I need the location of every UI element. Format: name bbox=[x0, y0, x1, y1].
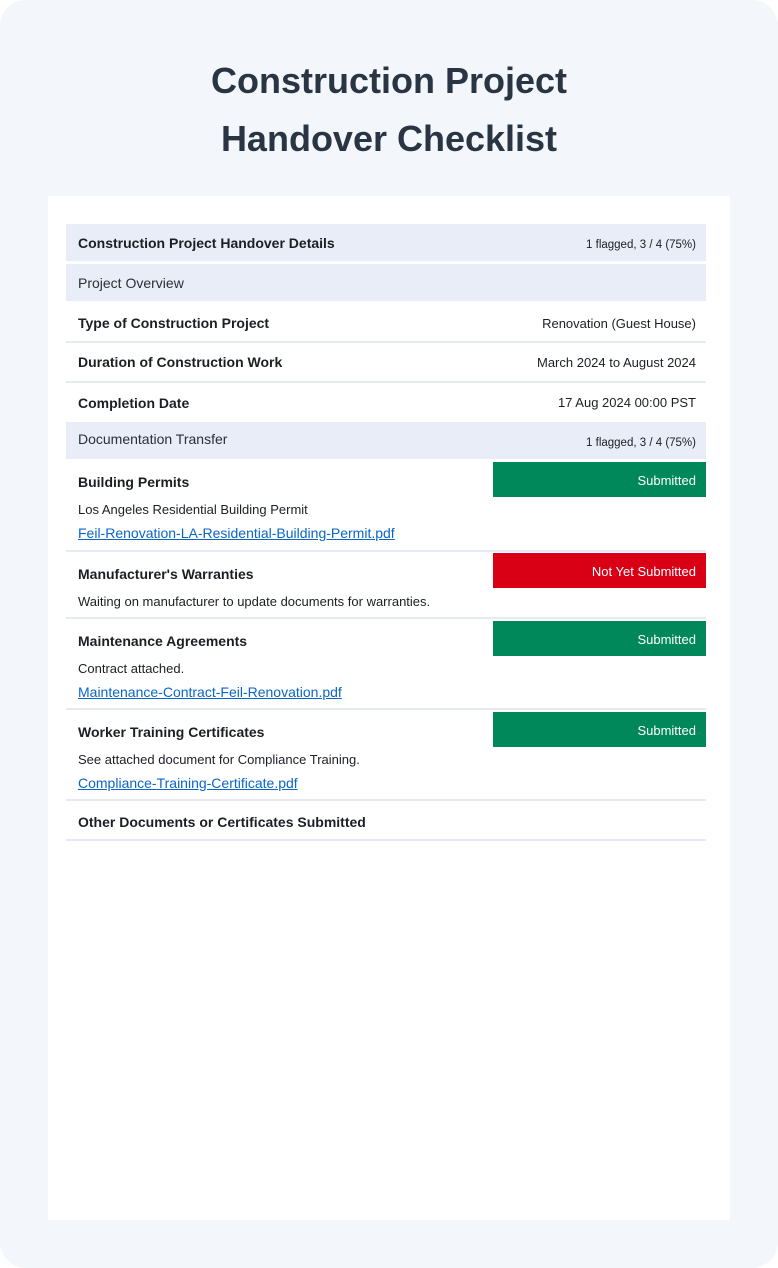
field-label: Type of Construction Project bbox=[78, 315, 270, 331]
doc-label: Building Permits bbox=[78, 474, 190, 490]
field-row bbox=[66, 343, 706, 383]
doc-file-link[interactable]: Compliance-Training-Certificate.pdf bbox=[78, 775, 298, 791]
section-documentation-transfer bbox=[66, 422, 706, 459]
doc-file-link[interactable]: Feil-Renovation-LA-Residential-Building-Permit.pdf bbox=[78, 525, 395, 541]
status-badge: Submitted bbox=[493, 462, 706, 497]
title-line-1: Construction Project bbox=[210, 60, 568, 101]
checklist-table bbox=[66, 224, 706, 841]
doc-item-worker-training bbox=[66, 710, 706, 801]
doc-item-maintenance bbox=[66, 619, 706, 710]
checklist-header bbox=[66, 224, 706, 261]
checklist-progress: 1 flagged, 3 / 4 (75%) bbox=[586, 238, 696, 251]
doc-note: Contract attached. bbox=[78, 661, 185, 676]
doc-note: See attached document for Compliance Training. bbox=[78, 752, 360, 767]
field-row bbox=[66, 305, 706, 343]
doc-label: Manufacturer's Warranties bbox=[78, 566, 254, 582]
title-line-2: Handover Checklist bbox=[220, 118, 558, 159]
doc-item-warranties bbox=[66, 552, 706, 619]
field-value: 17 Aug 2024 00:00 PST bbox=[557, 395, 696, 410]
checklist-header-title: Construction Project Handover Details bbox=[78, 234, 335, 251]
page-title bbox=[0, 52, 778, 168]
doc-label: Maintenance Agreements bbox=[78, 633, 248, 649]
doc-item-building-permits bbox=[66, 460, 706, 552]
section-title: Project Overview bbox=[78, 274, 184, 291]
field-row bbox=[66, 383, 706, 422]
doc-note: Los Angeles Residential Building Permit bbox=[78, 502, 308, 517]
field-value: Renovation (Guest House) bbox=[542, 315, 696, 331]
section-project-overview bbox=[66, 264, 706, 301]
status-badge: Not Yet Submitted bbox=[493, 553, 706, 588]
doc-item-other bbox=[66, 801, 706, 841]
field-label: Completion Date bbox=[78, 394, 190, 411]
field-label: Duration of Construction Work bbox=[78, 354, 283, 370]
doc-label: Other Documents or Certificates Submitted bbox=[78, 814, 366, 830]
section-progress: 1 flagged, 3 / 4 (75%) bbox=[586, 436, 696, 449]
status-badge: Submitted bbox=[493, 621, 706, 656]
doc-note: Waiting on manufacturer to update documents for warranties. bbox=[78, 594, 431, 609]
field-value: March 2024 to August 2024 bbox=[536, 354, 696, 370]
doc-label: Worker Training Certificates bbox=[78, 724, 265, 740]
status-badge: Submitted bbox=[493, 712, 706, 747]
doc-file-link[interactable]: Maintenance-Contract-Feil-Renovation.pdf bbox=[78, 684, 342, 700]
section-title: Documentation Transfer bbox=[78, 430, 228, 447]
checklist-card bbox=[48, 196, 730, 1220]
